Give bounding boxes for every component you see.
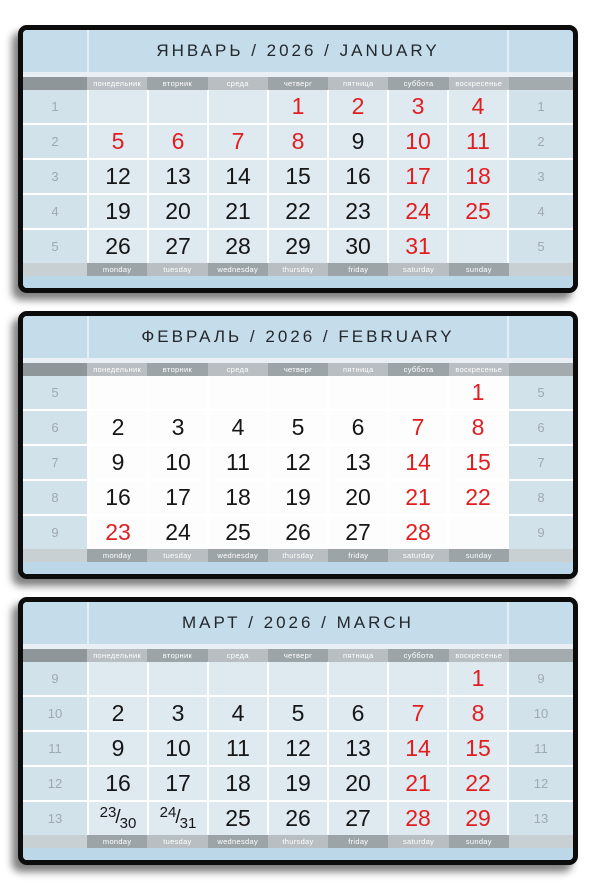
date-cell: 25 (209, 516, 267, 549)
week-number: 11 (23, 732, 87, 765)
date-cell: 2 (89, 697, 147, 730)
date-cell: 28 (389, 802, 447, 835)
date-cell: 5 (89, 125, 147, 158)
bar-spacer (23, 263, 87, 276)
week-number: 12 (23, 767, 87, 800)
week-number: 9 (23, 662, 87, 695)
date-cell (89, 802, 147, 835)
date-cell: 6 (329, 411, 387, 444)
weekday-ru-label: воскресенье (449, 649, 509, 662)
date-cell: 14 (389, 732, 447, 765)
weekday-ru-label: четверг (268, 363, 328, 376)
date-cell: 22 (449, 481, 507, 514)
bar-spacer (509, 835, 573, 848)
date-cell: 1 (269, 90, 327, 123)
date-cell: 15 (269, 160, 327, 193)
date-cell: 22 (449, 767, 507, 800)
week-number: 8 (23, 481, 87, 514)
date-cell: 24 (149, 516, 207, 549)
calendar-block-january (18, 25, 578, 293)
weekday-en-label: saturday (388, 549, 448, 562)
date-cell: 14 (389, 446, 447, 479)
weekday-ru-label: понедельник (87, 649, 147, 662)
date-top: 23 (99, 804, 117, 821)
week-number: 9 (23, 516, 87, 549)
date-cell: 16 (89, 481, 147, 514)
date-cell (89, 662, 147, 695)
month-header (23, 30, 573, 72)
date-cell: 26 (269, 802, 327, 835)
bar-spacer (509, 263, 573, 276)
date-bottom: 31 (179, 815, 197, 832)
month-title: ФЕВРАЛЬ / 2026 / FEBRUARY (141, 327, 455, 346)
footer-strip (23, 276, 573, 288)
bar-spacer (23, 363, 87, 376)
weekday-en-label: wednesday (208, 549, 268, 562)
dates-grid (23, 90, 573, 263)
date-cell: 28 (209, 230, 267, 263)
weekday-en-label: wednesday (208, 835, 268, 848)
date-cell: 6 (149, 125, 207, 158)
week-number: 7 (23, 446, 87, 479)
week-number: 2 (23, 125, 87, 158)
date-cell: 26 (89, 230, 147, 263)
week-number: 9 (509, 516, 573, 549)
week-number: 4 (509, 195, 573, 228)
date-cell: 4 (209, 697, 267, 730)
week-number: 13 (23, 802, 87, 835)
weekday-en-label: friday (328, 263, 388, 276)
week-number: 5 (23, 230, 87, 263)
week-number: 13 (509, 802, 573, 835)
weekday-ru-label: воскресенье (449, 363, 509, 376)
weekday-en-label: friday (328, 835, 388, 848)
bar-spacer (509, 649, 573, 662)
month-title: ЯНВАРЬ / 2026 / JANUARY (156, 41, 440, 60)
date-cell (389, 662, 447, 695)
weekday-ru-label: суббота (388, 649, 448, 662)
date-cell (269, 376, 327, 409)
date-cell: 11 (209, 446, 267, 479)
week-number: 2 (509, 125, 573, 158)
date-cell: 19 (269, 481, 327, 514)
month-title: МАРТ / 2026 / MARCH (182, 613, 414, 632)
week-number: 5 (509, 376, 573, 409)
weekday-en-label: friday (328, 549, 388, 562)
fraction-slash: / (175, 806, 181, 828)
weekday-en-label: thursday (268, 263, 328, 276)
date-cell: 18 (449, 160, 507, 193)
date-cell: 7 (209, 125, 267, 158)
weekday-en-label: saturday (388, 835, 448, 848)
date-cell (149, 90, 207, 123)
date-bottom: 30 (119, 815, 137, 832)
week-number: 3 (509, 160, 573, 193)
weekday-en-label: thursday (268, 835, 328, 848)
bar-spacer (23, 649, 87, 662)
date-cell (89, 376, 147, 409)
date-cell: 25 (209, 802, 267, 835)
month-header (23, 316, 573, 358)
weekday-ru-label: суббота (388, 77, 448, 90)
date-cell: 9 (329, 125, 387, 158)
date-cell: 10 (149, 732, 207, 765)
date-cell: 5 (269, 697, 327, 730)
weekday-en-label: monday (87, 263, 147, 276)
week-number: 4 (23, 195, 87, 228)
weekday-ru-label: вторник (147, 649, 207, 662)
date-cell: 15 (449, 732, 507, 765)
date-cell: 18 (209, 767, 267, 800)
date-cell: 4 (449, 90, 507, 123)
week-number: 9 (509, 662, 573, 695)
weekday-en-label: saturday (388, 263, 448, 276)
date-cell: 9 (89, 446, 147, 479)
date-cell: 3 (149, 697, 207, 730)
date-cell: 17 (149, 481, 207, 514)
weekday-ru-label: среда (208, 649, 268, 662)
date-cell: 6 (329, 697, 387, 730)
date-cell: 12 (89, 160, 147, 193)
weekday-ru-label: суббота (388, 363, 448, 376)
date-cell: 11 (209, 732, 267, 765)
dates-grid (23, 376, 573, 549)
weekday-ru-label: пятница (328, 649, 388, 662)
dates-grid (23, 662, 573, 835)
date-cell: 17 (149, 767, 207, 800)
weekday-bar-ru (23, 649, 573, 662)
week-number: 6 (23, 411, 87, 444)
bar-spacer (23, 549, 87, 562)
date-cell: 21 (389, 767, 447, 800)
date-cell: 29 (449, 802, 507, 835)
date-cell: 22 (269, 195, 327, 228)
month-header (23, 602, 573, 644)
date-cell (389, 376, 447, 409)
week-number: 6 (509, 411, 573, 444)
date-cell: 8 (449, 411, 507, 444)
date-cell (329, 662, 387, 695)
date-cell: 13 (149, 160, 207, 193)
bar-spacer (509, 549, 573, 562)
date-cell (329, 376, 387, 409)
week-number: 12 (509, 767, 573, 800)
date-cell (89, 90, 147, 123)
date-cell: 20 (329, 481, 387, 514)
weekday-ru-label: вторник (147, 363, 207, 376)
date-cell: 30 (329, 230, 387, 263)
weekday-en-label: tuesday (147, 835, 207, 848)
weekday-en-label: tuesday (147, 549, 207, 562)
week-number: 11 (509, 732, 573, 765)
date-cell: 13 (329, 732, 387, 765)
date-cell: 19 (269, 767, 327, 800)
fraction-slash: / (115, 806, 121, 828)
date-cell: 4 (209, 411, 267, 444)
date-cell: 13 (329, 446, 387, 479)
date-cell: 7 (389, 411, 447, 444)
date-cell: 25 (449, 195, 507, 228)
date-cell: 17 (389, 160, 447, 193)
date-cell (209, 662, 267, 695)
date-cell: 16 (329, 160, 387, 193)
date-cell: 8 (449, 697, 507, 730)
date-top: 24 (159, 804, 177, 821)
week-number: 5 (23, 376, 87, 409)
date-cell: 20 (329, 767, 387, 800)
date-cell: 1 (449, 662, 507, 695)
weekday-en-label: tuesday (147, 263, 207, 276)
date-cell: 10 (389, 125, 447, 158)
date-cell: 27 (149, 230, 207, 263)
date-cell: 10 (149, 446, 207, 479)
date-cell: 2 (89, 411, 147, 444)
weekday-en-label: sunday (449, 835, 509, 848)
week-number: 10 (23, 697, 87, 730)
date-cell (149, 662, 207, 695)
date-cell (149, 376, 207, 409)
date-cell: 11 (449, 125, 507, 158)
calendar-block-february (18, 311, 578, 579)
date-cell: 18 (209, 481, 267, 514)
bar-spacer (23, 835, 87, 848)
date-cell (209, 90, 267, 123)
date-cell: 7 (389, 697, 447, 730)
weekday-en-label: monday (87, 549, 147, 562)
date-cell: 29 (269, 230, 327, 263)
weekday-en-label: sunday (449, 549, 509, 562)
date-cell: 2 (329, 90, 387, 123)
date-cell: 23 (329, 195, 387, 228)
weekday-bar-ru (23, 77, 573, 90)
date-cell: 1 (449, 376, 507, 409)
weekday-bar-en (23, 835, 573, 848)
date-cell: 24 (389, 195, 447, 228)
weekday-ru-label: пятница (328, 363, 388, 376)
date-cell: 12 (269, 732, 327, 765)
date-cell: 20 (149, 195, 207, 228)
date-cell (269, 662, 327, 695)
weekday-ru-label: четверг (268, 77, 328, 90)
bar-spacer (23, 77, 87, 90)
week-number: 8 (509, 481, 573, 514)
date-cell (209, 376, 267, 409)
date-cell: 16 (89, 767, 147, 800)
weekday-ru-label: четверг (268, 649, 328, 662)
footer-strip (23, 562, 573, 574)
date-cell: 15 (449, 446, 507, 479)
date-cell: 5 (269, 411, 327, 444)
weekday-en-label: sunday (449, 263, 509, 276)
date-cell: 21 (389, 481, 447, 514)
week-number: 3 (23, 160, 87, 193)
date-cell: 3 (149, 411, 207, 444)
weekday-ru-label: понедельник (87, 363, 147, 376)
weekday-bar-ru (23, 363, 573, 376)
weekday-ru-label: среда (208, 363, 268, 376)
week-number: 10 (509, 697, 573, 730)
weekday-bar-en (23, 549, 573, 562)
date-cell: 28 (389, 516, 447, 549)
date-cell: 21 (209, 195, 267, 228)
weekday-bar-en (23, 263, 573, 276)
date-cell: 8 (269, 125, 327, 158)
date-cell: 12 (269, 446, 327, 479)
weekday-en-label: monday (87, 835, 147, 848)
weekday-en-label: wednesday (208, 263, 268, 276)
date-cell: 23 (89, 516, 147, 549)
date-cell (449, 516, 507, 549)
date-cell: 26 (269, 516, 327, 549)
week-number: 5 (509, 230, 573, 263)
bar-spacer (509, 77, 573, 90)
date-cell: 27 (329, 516, 387, 549)
week-number: 1 (509, 90, 573, 123)
date-cell (149, 802, 207, 835)
weekday-ru-label: пятница (328, 77, 388, 90)
week-number: 1 (23, 90, 87, 123)
date-cell: 27 (329, 802, 387, 835)
date-cell (449, 230, 507, 263)
calendar-block-march (18, 597, 578, 865)
weekday-ru-label: вторник (147, 77, 207, 90)
weekday-ru-label: понедельник (87, 77, 147, 90)
footer-strip (23, 848, 573, 860)
weekday-ru-label: среда (208, 77, 268, 90)
bar-spacer (509, 363, 573, 376)
weekday-en-label: thursday (268, 549, 328, 562)
week-number: 7 (509, 446, 573, 479)
weekday-ru-label: воскресенье (449, 77, 509, 90)
date-cell: 3 (389, 90, 447, 123)
date-cell: 9 (89, 732, 147, 765)
date-cell: 14 (209, 160, 267, 193)
date-cell: 19 (89, 195, 147, 228)
date-cell: 31 (389, 230, 447, 263)
